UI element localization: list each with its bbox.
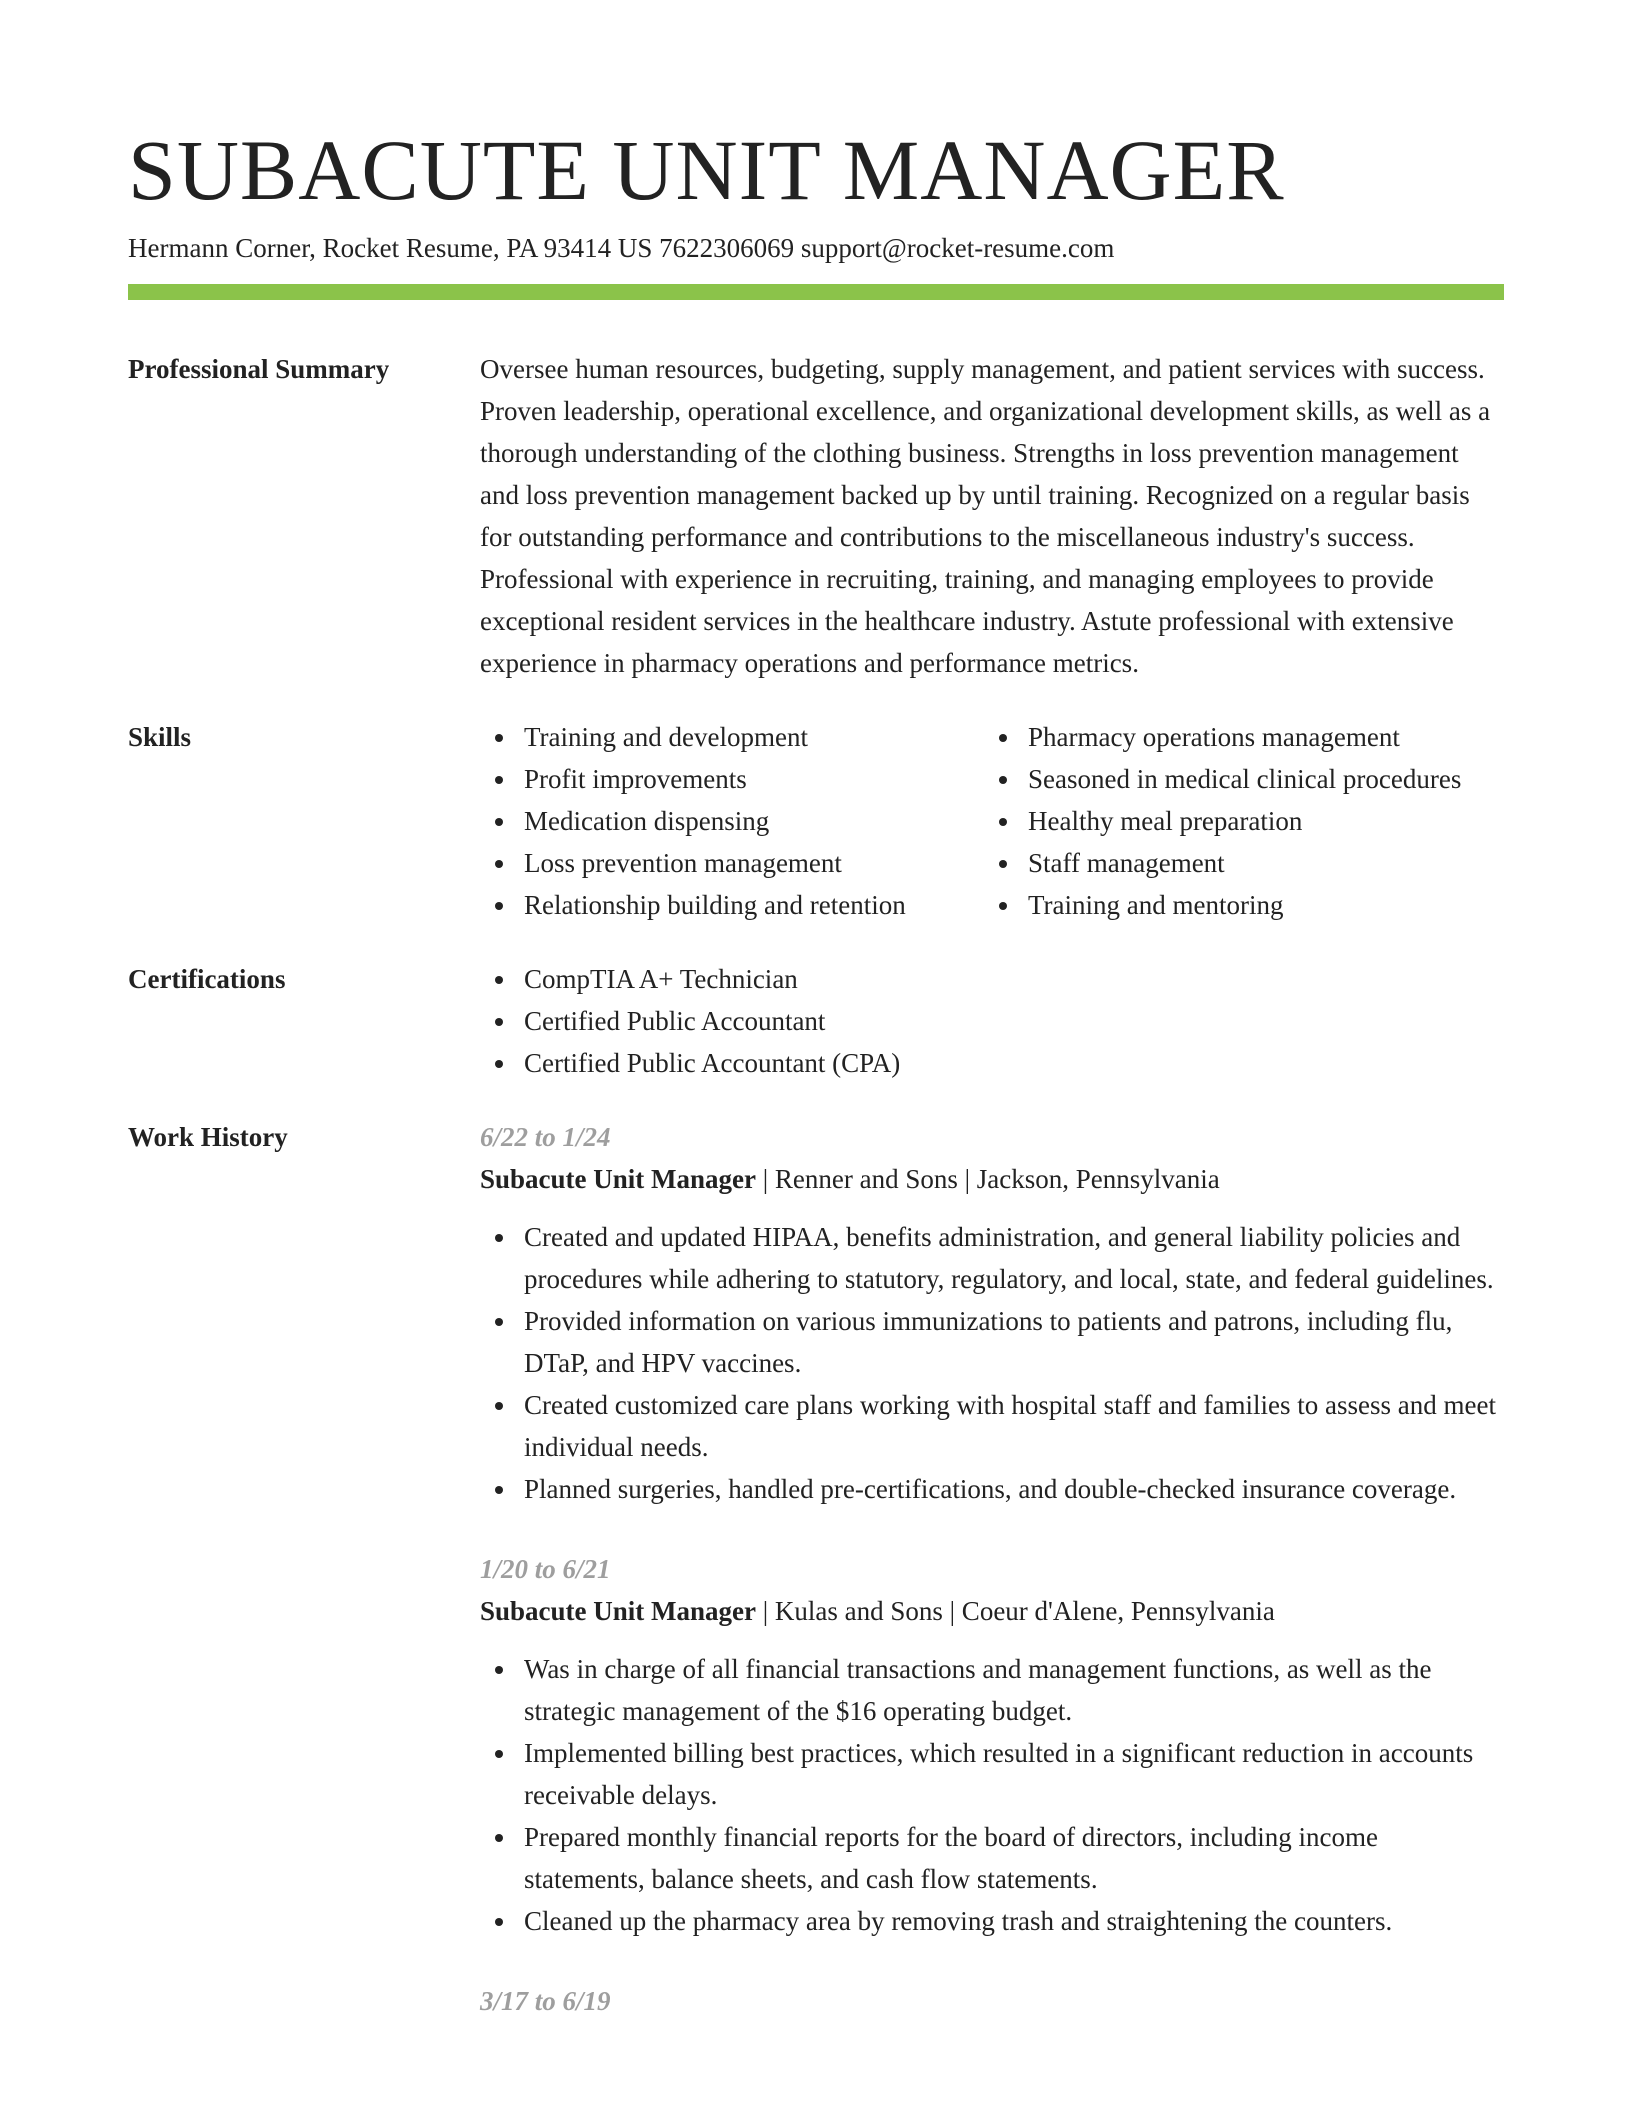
contact-line: Hermann Corner, Rocket Resume, PA 93414 US 7622306069 support@rocket-resume.com	[128, 233, 1115, 263]
job-heading	[480, 1158, 1504, 1200]
skill-item: Training and development	[480, 716, 984, 758]
skill-item: Training and mentoring	[984, 884, 1504, 926]
job-bullet: Implemented billing best practices, which resulted in a significant reduction in accounts receivable delays.	[480, 1732, 1504, 1816]
job-bullet: Provided information on various immunizations to patients and patrons, including flu, DTaP, and HPV vaccines.	[480, 1300, 1504, 1384]
skill-item: Profit improvements	[480, 758, 984, 800]
job-bullet: Planned surgeries, handled pre-certifications, and double-checked insurance coverage.	[480, 1468, 1504, 1510]
section-title: Work History	[128, 1122, 288, 1152]
job-details: | Kulas and Sons | Coeur d'Alene, Pennsylvania	[756, 1596, 1275, 1626]
skills-list-left	[480, 716, 984, 926]
job-entry	[480, 1548, 1504, 1942]
skill-item: Relationship building and retention	[480, 884, 984, 926]
job-dates: 1/20 to 6/21	[480, 1554, 611, 1584]
job-dates: 3/17 to 6/19	[480, 1986, 611, 2016]
work-history-section	[128, 1116, 1504, 2060]
resume-page	[128, 120, 1504, 2060]
work-history-body	[480, 1116, 1504, 2060]
job-bullet: Created and updated HIPAA, benefits administration, and general liability policies and procedures while adhering to statutory, regulatory, and local, state, and federal guidelines.	[480, 1216, 1504, 1300]
skill-item: Seasoned in medical clinical procedures	[984, 758, 1504, 800]
job-bullet: Was in charge of all financial transactions and management functions, as well as the strategic management of the $16 operating budget.	[480, 1648, 1504, 1732]
job-entry	[480, 1116, 1504, 1510]
section-title: Certifications	[128, 964, 286, 994]
job-bullets	[480, 1648, 1504, 1942]
job-bullet: Prepared monthly financial reports for the board of directors, including income statements, balance sheets, and cash flow statements.	[480, 1816, 1504, 1900]
skill-item: Loss prevention management	[480, 842, 984, 884]
certification-item: CompTIA A+ Technician	[480, 958, 1504, 1000]
section-title: Professional Summary	[128, 354, 390, 384]
job-title: Subacute Unit Manager	[480, 1164, 756, 1194]
summary-text: Oversee human resources, budgeting, supply management, and patient services with success. Proven leadership, operational excellence, and organizational development skills, as well as a thorough understanding of the clothing business. Strengths in loss prevention management and loss prevention management backed up by until training. Recognized on a regular basis for outstanding performance and contributions to the miscellaneous industry's success. Professional with experience in recruiting, training, and managing employees to provide exceptional resident services in the healthcare industry. Astute professional with extensive experience in pharmacy operations and performance metrics.	[480, 354, 1491, 678]
resume-name: SUBACUTE UNIT MANAGER	[128, 122, 1285, 218]
job-bullets	[480, 1216, 1504, 1510]
job-heading	[480, 1590, 1504, 1632]
job-bullet: Created customized care plans working with hospital staff and families to assess and meet individual needs.	[480, 1384, 1504, 1468]
skill-item: Healthy meal preparation	[984, 800, 1504, 842]
skills-columns	[480, 716, 1504, 926]
certifications-section	[128, 958, 1504, 1084]
certification-item: Certified Public Accountant	[480, 1000, 1504, 1042]
section-title: Skills	[128, 722, 192, 752]
summary-section	[128, 348, 1504, 684]
job-title: Subacute Unit Manager	[480, 1596, 756, 1626]
skill-item: Staff management	[984, 842, 1504, 884]
job-bullet: Cleaned up the pharmacy area by removing trash and straightening the counters.	[480, 1900, 1504, 1942]
job-entry	[480, 1980, 1504, 2022]
skill-item: Pharmacy operations management	[984, 716, 1504, 758]
skills-list-right	[984, 716, 1504, 926]
certification-item: Certified Public Accountant (CPA)	[480, 1042, 1504, 1084]
skills-section	[128, 716, 1504, 926]
certifications-list	[480, 958, 1504, 1084]
job-details: | Renner and Sons | Jackson, Pennsylvania	[756, 1164, 1220, 1194]
certifications-body	[480, 958, 1504, 1084]
header-divider	[128, 284, 1504, 300]
job-dates: 6/22 to 1/24	[480, 1122, 611, 1152]
skill-item: Medication dispensing	[480, 800, 984, 842]
